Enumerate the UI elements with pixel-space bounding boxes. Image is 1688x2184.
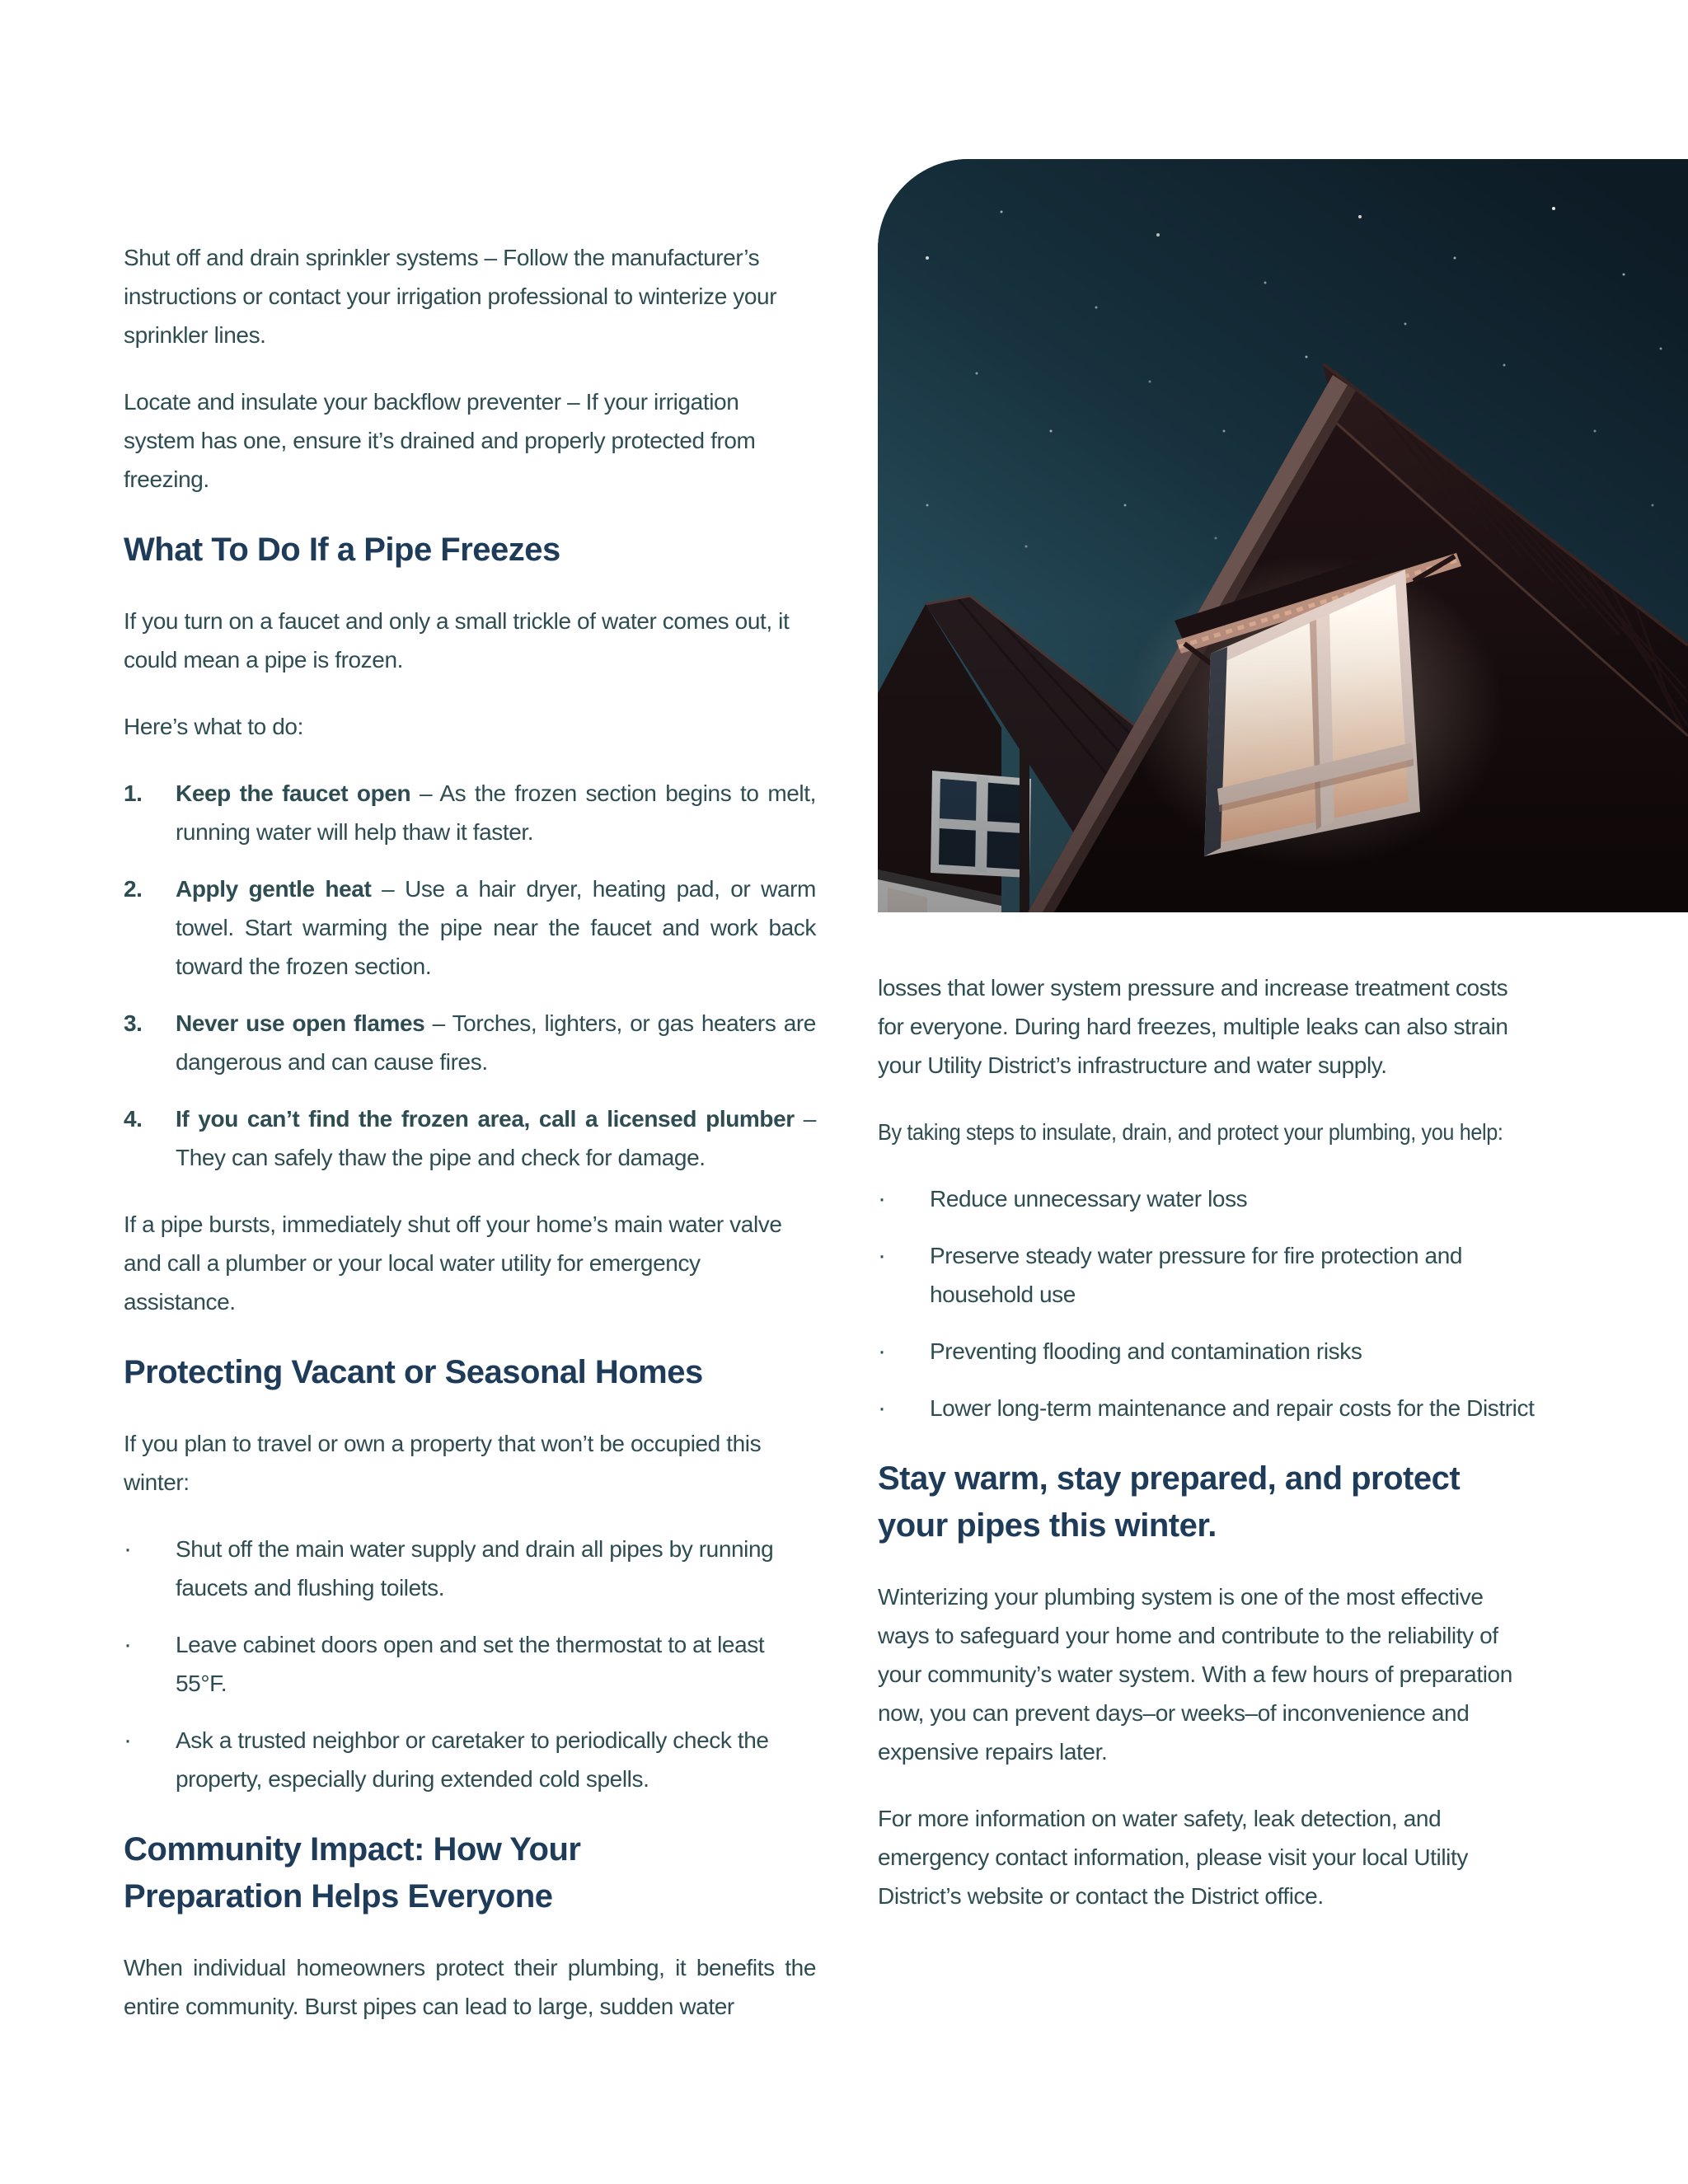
bullet-dot: · xyxy=(878,1338,886,1365)
heading-vacant-homes: Protecting Vacant or Seasonal Homes xyxy=(124,1354,703,1390)
numbered-list-frozen-pipe-steps xyxy=(124,774,816,1177)
bullet-dot: · xyxy=(878,1185,886,1212)
list-item xyxy=(878,1389,1537,1427)
list-item-text xyxy=(176,1004,816,1081)
paragraph-travel: If you plan to travel or own a property that won’t be occupied this winter: xyxy=(124,1431,762,1495)
list-item-lead: Keep the faucet open xyxy=(176,780,411,806)
list-item xyxy=(878,1236,1537,1314)
list-item-text: Shut off the main water supply and drain all pipes by running faucets and flushing toilets. xyxy=(176,1536,774,1601)
list-item xyxy=(124,774,816,851)
bullet-list-benefits xyxy=(878,1179,1537,1427)
paragraph-winterizing: Winterizing your plumbing system is one of the most effective ways to safeguard your home and contribute to the reliability of your community’s water system. With a few hours of preparation now, you can prevent days–or weeks–of inconvenience and expensive repairs later. xyxy=(878,1584,1512,1765)
list-item-text xyxy=(176,869,816,986)
heading-pipe-freezes: What To Do If a Pipe Freezes xyxy=(124,532,560,568)
paragraph-sprinkler: Shut off and drain sprinkler systems – Follow the manufacturer’s instructions or contact your irrigation professional to winterize your sprinkler lines. xyxy=(124,245,777,348)
list-item-text: Preserve steady water pressure for fire protection and household use xyxy=(930,1243,1463,1307)
list-item-lead: If you can’t find the frozen area, call a licensed plumber xyxy=(176,1106,795,1132)
list-item-rest: – They can safely thaw the pipe and check for damage. xyxy=(176,1106,816,1170)
list-item-text: Ask a trusted neighbor or caretaker to periodically check the property, especially during extended cold spells. xyxy=(176,1727,769,1792)
list-item-text xyxy=(176,1099,816,1177)
left-column xyxy=(124,238,816,2054)
list-item xyxy=(124,1530,816,1607)
list-number: 1. xyxy=(124,780,143,806)
paragraph-trickle: If you turn on a faucet and only a small trickle of water comes out, it could mean a pipe is frozen. xyxy=(124,608,790,673)
list-item xyxy=(124,1625,816,1703)
right-column xyxy=(878,968,1537,1943)
list-item xyxy=(124,1721,816,1798)
list-item xyxy=(124,1004,816,1081)
list-number: 4. xyxy=(124,1106,143,1132)
paragraph-heres-what: Here’s what to do: xyxy=(124,714,303,739)
paragraph-backflow: Locate and insulate your backflow preventer – If your irrigation system has one, ensure it’s drained and properly protected from freezing. xyxy=(124,389,756,492)
bullet-dot: · xyxy=(124,1535,132,1563)
list-item-rest: – Use a hair dryer, heating pad, or warm towel. Start warming the pipe near the faucet and work back toward the frozen section. xyxy=(176,876,816,979)
list-item-text xyxy=(176,774,816,851)
paragraph-losses: losses that lower system pressure and increase treatment costs for everyone. During hard freezes, multiple leaks can also strain your Utility District’s infrastructure and water supply. xyxy=(878,975,1508,1078)
list-number: 2. xyxy=(124,876,143,902)
list-item-text: Lower long-term maintenance and repair costs for the District xyxy=(930,1395,1535,1421)
heading-community-impact: Community Impact: How Your Preparation Helps Everyone xyxy=(124,1831,581,1915)
bullet-dot: · xyxy=(878,1394,886,1422)
list-item-text: Reduce unnecessary water loss xyxy=(930,1186,1248,1212)
paragraph-community: When individual homeowners protect their plumbing, it benefits the entire community. Burst pipes can lead to large, sudden water xyxy=(124,1955,816,2019)
list-item-text: Leave cabinet doors open and set the thermostat to at least 55°F. xyxy=(176,1632,765,1696)
night-house-photo xyxy=(878,159,1688,912)
bullet-list-vacant-home-tips xyxy=(124,1530,816,1798)
list-item xyxy=(124,1099,816,1177)
paragraph-by-taking: By taking steps to insulate, drain, and protect your plumbing, you help: xyxy=(878,1119,1503,1145)
heading-stay-warm: Stay warm, stay prepared, and protect your pipes this winter. xyxy=(878,1460,1461,1544)
night-house-illustration xyxy=(878,159,1688,912)
list-item-rest: – As the frozen section begins to melt, running water will help thaw it faster. xyxy=(176,780,816,845)
list-item-text: Preventing flooding and contamination risks xyxy=(930,1338,1362,1364)
paragraph-more-info: For more information on water safety, leak detection, and emergency contact information, please visit your local Utility District’s website or contact the District office. xyxy=(878,1806,1468,1909)
photo-vignette xyxy=(878,159,1688,912)
list-item-rest: – Torches, lighters, or gas heaters are dangerous and can cause fires. xyxy=(176,1010,816,1075)
list-number: 3. xyxy=(124,1010,143,1036)
paragraph-burst: If a pipe bursts, immediately shut off your home’s main water valve and call a plumber or your local water utility for emergency assistance. xyxy=(124,1212,782,1315)
bullet-dot: · xyxy=(124,1631,132,1658)
bullet-dot: · xyxy=(124,1727,132,1754)
list-item xyxy=(878,1179,1537,1218)
list-item xyxy=(878,1332,1537,1371)
list-item-lead: Never use open flames xyxy=(176,1010,425,1036)
list-item xyxy=(124,869,816,986)
bullet-dot: · xyxy=(878,1242,886,1269)
list-item-lead: Apply gentle heat xyxy=(176,876,372,902)
